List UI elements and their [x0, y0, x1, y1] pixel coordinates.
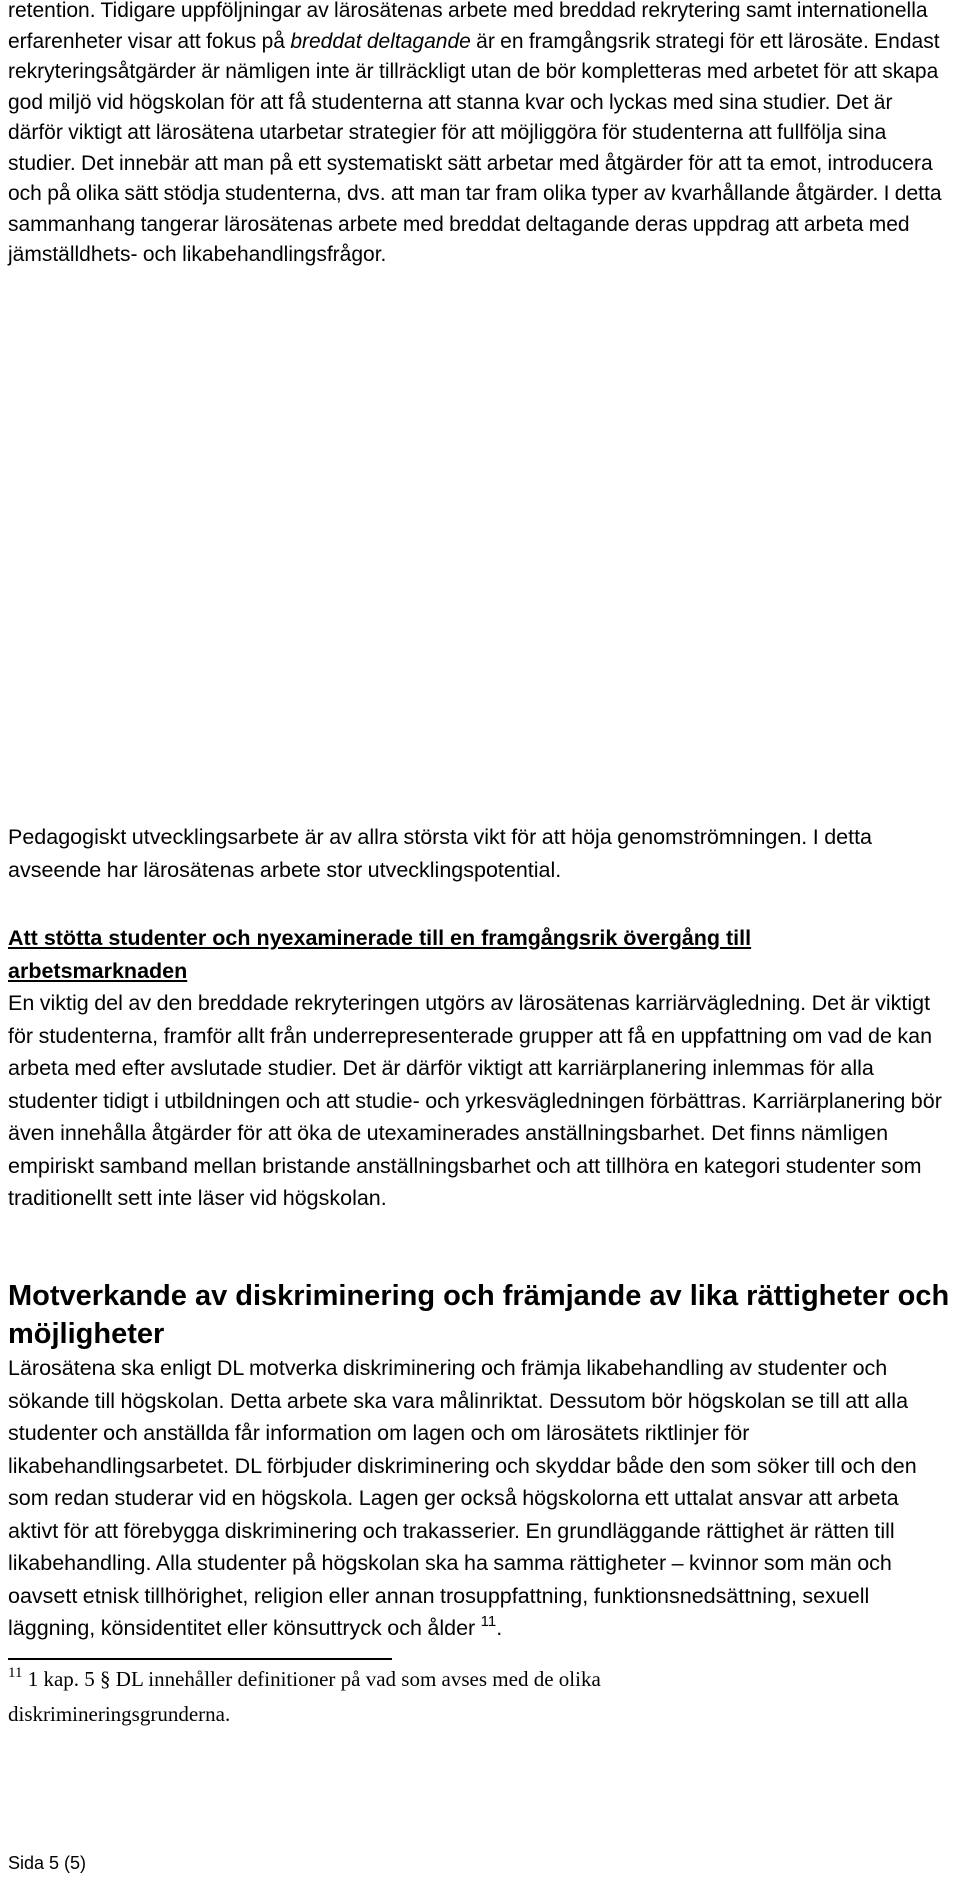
- intro-text-start: retention. Tidigare uppföljningar av lärosätenas arbete med breddad rekrytering samt internationella erfarenheter visar att fokus på: [8, 0, 928, 53]
- career-paragraph: En viktig del av den breddade rekryteringen utgörs av lärosätenas karriärvägledning. Det är viktigt för studenterna, framför allt från underrepresenterade grupper att få en uppfattning om vad de kan arbeta med efter avslutade studier. Det är därför viktigt att karriärplanering inlemmas för alla studenter tidigt i utbildningen och att studie- och yrkesvägledningen förbättras. Karriärplanering bör även innehålla åtgärder för att öka de utexaminerades anställningsbarhet. Det finns nämligen empiriskt samband mellan bristande anställningsbarhet och att tillhöra en kategori studenter som traditionellt sett inte läser vid högskolan.: [8, 991, 942, 1210]
- footnote-number: 11: [8, 1665, 23, 1681]
- discrimination-section-heading: Motverkande av diskriminering och främjande av lika rättigheter och möjligheter: [8, 1280, 950, 1350]
- discrimination-text: Lärosätena ska enligt DL motverka diskriminering och främja likabehandling av studenter och sökande till högskolan. Detta arbete ska vara målinriktat. Dessutom bör högskolan se till att alla studenter och anställda får information om lagen och om lärosätets riktlinjer för likabehandlingsarbetet. DL förbjuder diskriminering och skyddar både den som söker till och den som redan studerar vid en högskola. Lagen ger också högskolorna ett uttalat ansvar att arbeta aktivt för att förebygga diskriminering och trakasserier. En grundläggande rättighet är rätten till likabehandling. Alla studenter på högskolan ska ha samma rättigheter – kvinnor som män och oavsett etnisk tillhörighet, religion eller annan trosuppfattning, funktionsnedsättning, sexuell läggning, könsidentitet eller könsuttryck och ålder: [8, 1356, 917, 1640]
- discrimination-paragraph: [8, 1352, 952, 1645]
- career-section-heading: Att stötta studenter och nyexaminerade till en framgångsrik övergång till arbetsmarknaden: [8, 926, 752, 983]
- discrimination-text-end: .: [496, 1616, 503, 1640]
- footnote: [8, 1662, 788, 1732]
- footnote-text: 1 kap. 5 § DL innehåller definitioner på vad som avses med de olika diskrimineringsgrunderna.: [8, 1667, 601, 1726]
- intro-emphasis: breddat deltagande: [290, 29, 471, 53]
- pedagogy-paragraph: Pedagogiskt utvecklingsarbete är av allra största vikt för att höja genomströmningen. I detta avseende har lärosätenas arbete stor utvecklingspotential.: [8, 825, 873, 882]
- intro-text-end: är en framgångsrik strategi för ett lärosäte. Endast rekryteringsåtgärder är nämligen inte är tillräckligt utan de bör kompletteras med arbetet för att skapa god miljö vid högskolan för att få studenterna att stanna kvar och lyckas med sina studier. Det är därför viktigt att lärosätena utarbetar strategier för att möjliggöra för studenterna att fullfölja sina studier. Det innebär att man på ett systematiskt sätt arbetar med åtgärder för att ta emot, introducera och på olika sätt stödja studenterna, dvs. att man tar fram olika typer av kvarhållande åtgärder. I detta sammanhang tangerar lärosätenas arbete med breddat deltagande deras uppdrag att arbeta med jämställdhets- och likabehandlingsfrågor.: [8, 29, 942, 266]
- footnote-reference[interactable]: 11: [480, 1613, 497, 1630]
- page-number: Sida 5 (5): [8, 1853, 87, 1873]
- intro-paragraph: [8, 0, 952, 271]
- footnote-separator: [8, 1658, 392, 1660]
